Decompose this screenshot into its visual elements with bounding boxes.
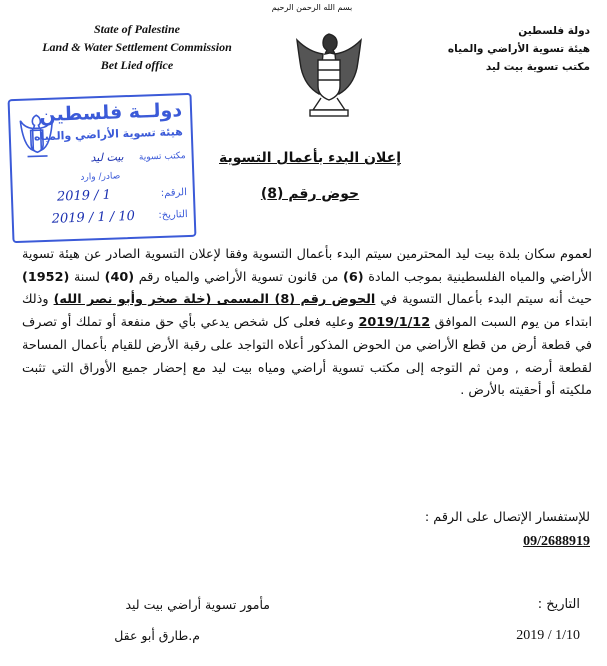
stamp-office: مكتب تسوية [138,151,186,163]
basin-title: حوض رقم (8) [260,186,360,202]
arabic-office: مكتب تسوية بيت ليد [485,61,590,73]
bismillah: بسم الله الرحمن الرحيم [271,3,353,12]
body-part-5: وذلك ابتداء من يوم السبت الموافق [22,292,592,331]
palestine-eagle-emblem-icon [288,30,370,120]
footer-date-value: 2019 / 1/10 [516,628,580,643]
stamp-handwritten-office: بيت ليد [90,150,124,165]
body-part-3: لسنة [69,269,105,285]
stamp-state: دولــة فلسطين [39,99,183,127]
stamp-in-out: صادر/ وارد [80,171,121,183]
english-header [42,20,232,74]
announcement-body [22,244,592,403]
arabic-state: دولة فلسطين [518,25,590,37]
office-stamp [8,93,197,243]
body-part-4: حيث أنه سيتم البدء بأعمال التسوية في [375,292,592,308]
basin-name: الحوض رقم (8) المسمى (خلة صخر وأبو نصر الله) [53,292,376,308]
official-title: مأمور تسوية أراضي بيت ليد [125,597,270,612]
body-part-6: وعليه فعلى كل شخص يدعي بأي حق منفعة أو تملك أو تصرف في قطعة أرض من قطع الأراضي من الحوض المذكور أعلاه التواجد على رقبة الأرض للقيام بأعمال المساحة لقطعة أرضه , ومن ثم التوجه إلى مكتب تسوية أراضي ومياه بيت ليد مع إحضار جميع الأوراق التي تثبت ملكيته أو أحقيته بالأرض . [22,315,592,399]
law-number: (40) [104,269,135,285]
contact-label: للإستفسار الإتصال على الرقم : [424,510,590,525]
stamp-commission: هيئة تسوية الأراضي والمياه [33,125,184,144]
contact-phone: 09/2688919 [523,534,590,549]
english-office: Bet Lied office [100,58,174,72]
law-year: (1952) [22,269,70,285]
english-state: State of Palestine [94,22,180,36]
body-part-1: لعموم سكان بلدة بيت ليد المحترمين سيتم البدء بأعمال التسوية وفقا لإعلان التسوية الصادر عن هيئة تسوية الأراضي والمياه الفلسطينية بموجب المادة [22,247,592,285]
article-number: (6) [342,269,364,285]
arabic-commission: هيئة تسوية الأراضي والمياه [447,43,590,55]
footer-date-label: التاريخ : [537,597,580,612]
stamp-date-label: التاريخ: [158,209,188,222]
official-name: م.طارق أبو عقل [114,628,200,643]
english-commission: Land & Water Settlement Commission [42,40,232,54]
stamp-number-label: الرقم: [160,187,188,199]
arabic-header [415,22,590,76]
stamp-handwritten-date: 2019 / 1 / 10 [51,208,136,227]
stamp-handwritten-number: 2019 / 1 [56,187,112,205]
announcement-title: إعلان البدء بأعمال التسوية [219,150,401,166]
body-part-2: من قانون تسوية الأراضي والمياه رقم [134,269,343,285]
start-date: 2019/1/12 [358,315,431,331]
